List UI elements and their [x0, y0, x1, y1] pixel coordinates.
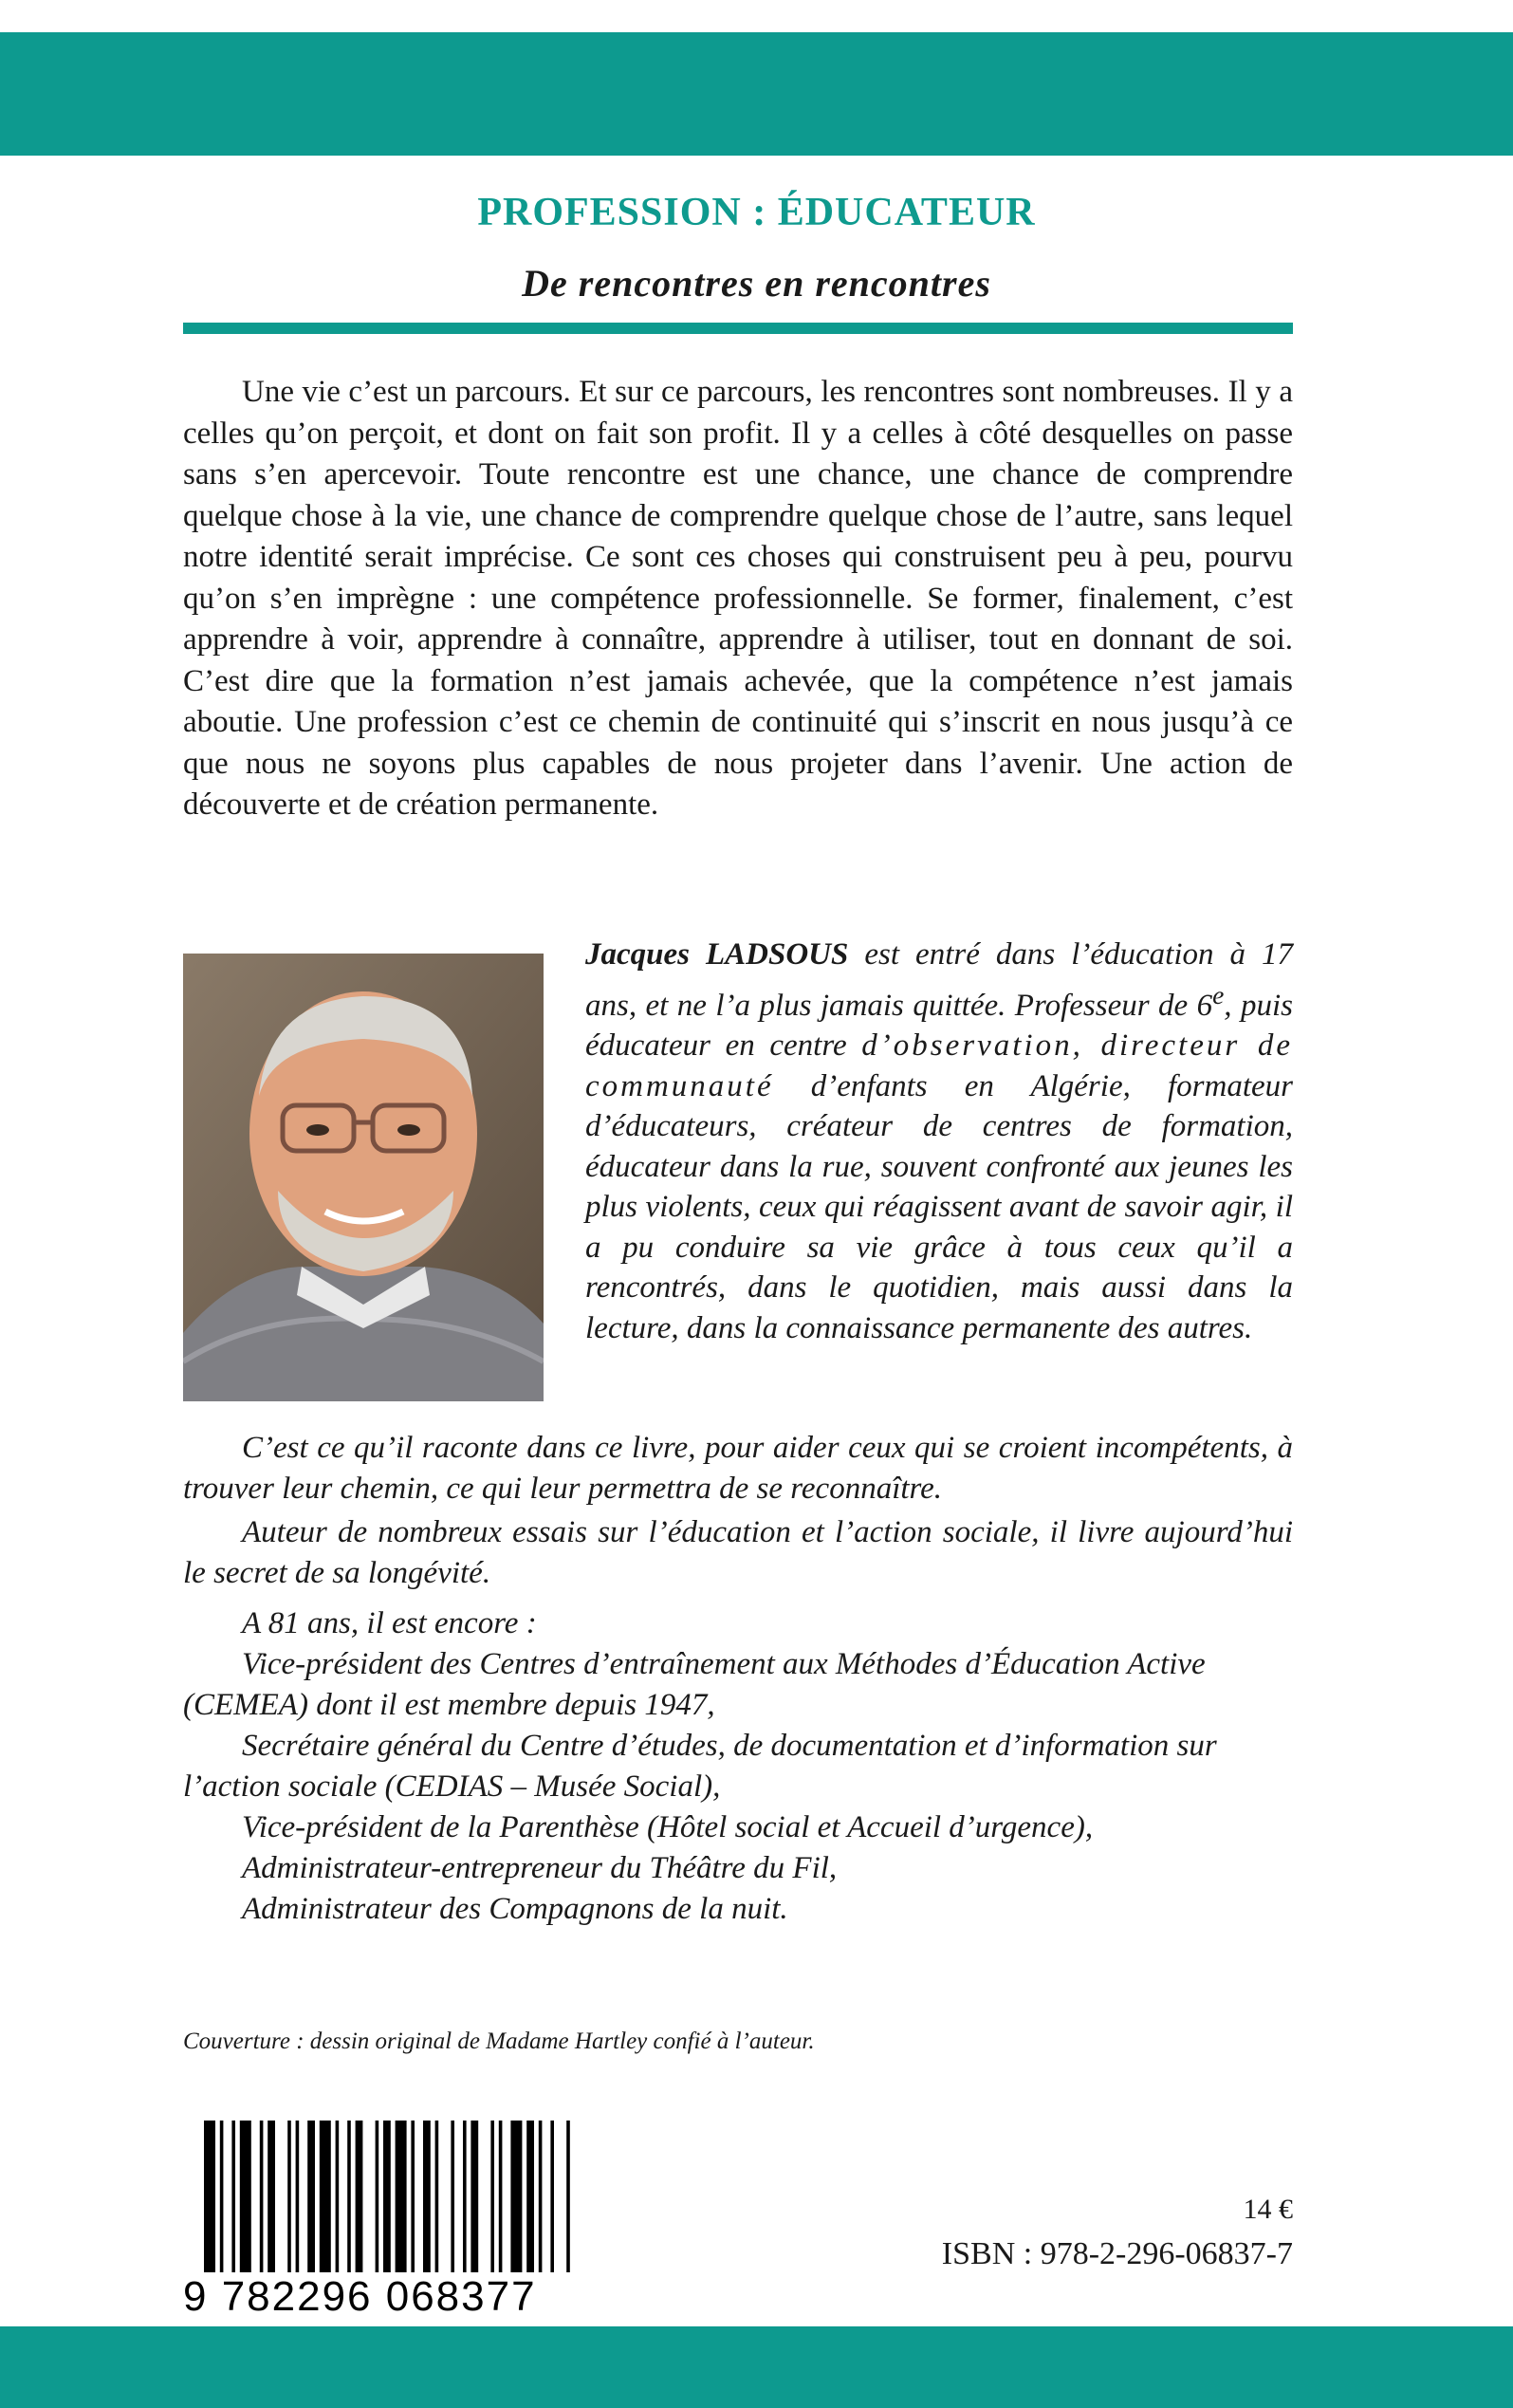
author-photo	[183, 954, 544, 1401]
activities-lead: A 81 ans, il est encore :	[242, 1606, 537, 1640]
activity-item: Administrateur des Compagnons de la nuit.	[242, 1892, 788, 1926]
isbn: ISBN : 978-2-296-06837-7	[941, 2236, 1293, 2271]
title-rule	[183, 323, 1293, 334]
cover-credit: Couverture : dessin original de Madame Hartley confié à l’auteur.	[183, 2028, 815, 2054]
bio-text-spaced: d’observation, directeur de communauté	[585, 1028, 1293, 1103]
author-name: Jacques LADSOUS	[585, 937, 849, 972]
barcode-digits: 9 782296 068377	[183, 2273, 537, 2315]
book-subtitle: De rencontres en rencontres	[522, 262, 991, 305]
activity-item: Administrateur-entrepreneur du Théâtre du Fil,	[242, 1851, 838, 1885]
book-title: PROFESSION : ÉDUCATEUR	[477, 191, 1036, 234]
author-bio	[585, 935, 1293, 1348]
paragraph-book-purpose: C’est ce qu’il raconte dans ce livre, pour aider ceux qui se croient incompétents, à trouver leur chemin, ce qui leur permettra de se reconnaître.	[183, 1431, 1293, 1506]
bio-text-2: , puis éducateur en centre	[585, 988, 1293, 1063]
activity-item: Secrétaire général du Centre d’études, de documentation et d’information sur l’action sociale (CEDIAS – Musée Social),	[183, 1729, 1217, 1804]
bio-text-1: est entré dans l’éducation à 17 ans, et ne l’a plus jamais quittée. Professeur de 6	[585, 937, 1294, 1023]
intro-paragraph: Une vie c’est un parcours. Et sur ce parcours, les rencontres sont nombreuses. Il y a celles qu’on perçoit, et dont on fait son profit. Il y a celles à côté desquelles on passe sans s’en apercevoir. Toute rencontre est une chance, une chance de comprendre quelque chose à la vie, une chance de comprendre quelque chose de l’autre, sans lequel notre identité serait imprécise. Ce sont ces choses qui construisent peu à peu, pourvu qu’on s’en imprègne : une compétence professionnelle. Se former, finalement, c’est apprendre à voir, apprendre à connaître, apprendre à utiliser, tout en donnant de soi. C’est dire que la formation n’est jamais achevée, que la compétence n’est jamais aboutie. Une profession c’est ce chemin de continuité qui s’inscrit en nous jusqu’à ce que nous ne soyons plus capables de nous projeter dans l’avenir. Une action de découverte et de création permanente.	[183, 375, 1293, 822]
barcode	[183, 2121, 581, 2315]
bottom-color-band	[0, 2326, 1513, 2408]
paragraph-author-essays: Auteur de nombreux essais sur l’éducation et l’action sociale, il livre aujourd’hui le secret de sa longévité.	[183, 1515, 1293, 1590]
top-color-band	[0, 32, 1513, 156]
activity-item: Vice-président des Centres d’entraînement aux Méthodes d’Éducation Active (CEMEA) dont il est membre depuis 1947,	[183, 1647, 1206, 1722]
activity-item: Vice-président de la Parenthèse (Hôtel social et Accueil d’urgence),	[242, 1810, 1094, 1844]
bio-text-3: d’enfants en Algérie, formateur d’éducateurs, créateur de centres de formation, éducateur dans la rue, souvent confronté aux jeunes les plus violents, ceux qui réagissent avant de savoir agir, il a pu conduire sa vie grâce à tous ceux qu’il a rencontrés, dans le quotidien, mais aussi dans la lecture, dans la connaissance permanente des autres.	[585, 1068, 1293, 1345]
bio-superscript: e	[1212, 979, 1225, 1010]
price: 14 €	[1243, 2194, 1293, 2225]
